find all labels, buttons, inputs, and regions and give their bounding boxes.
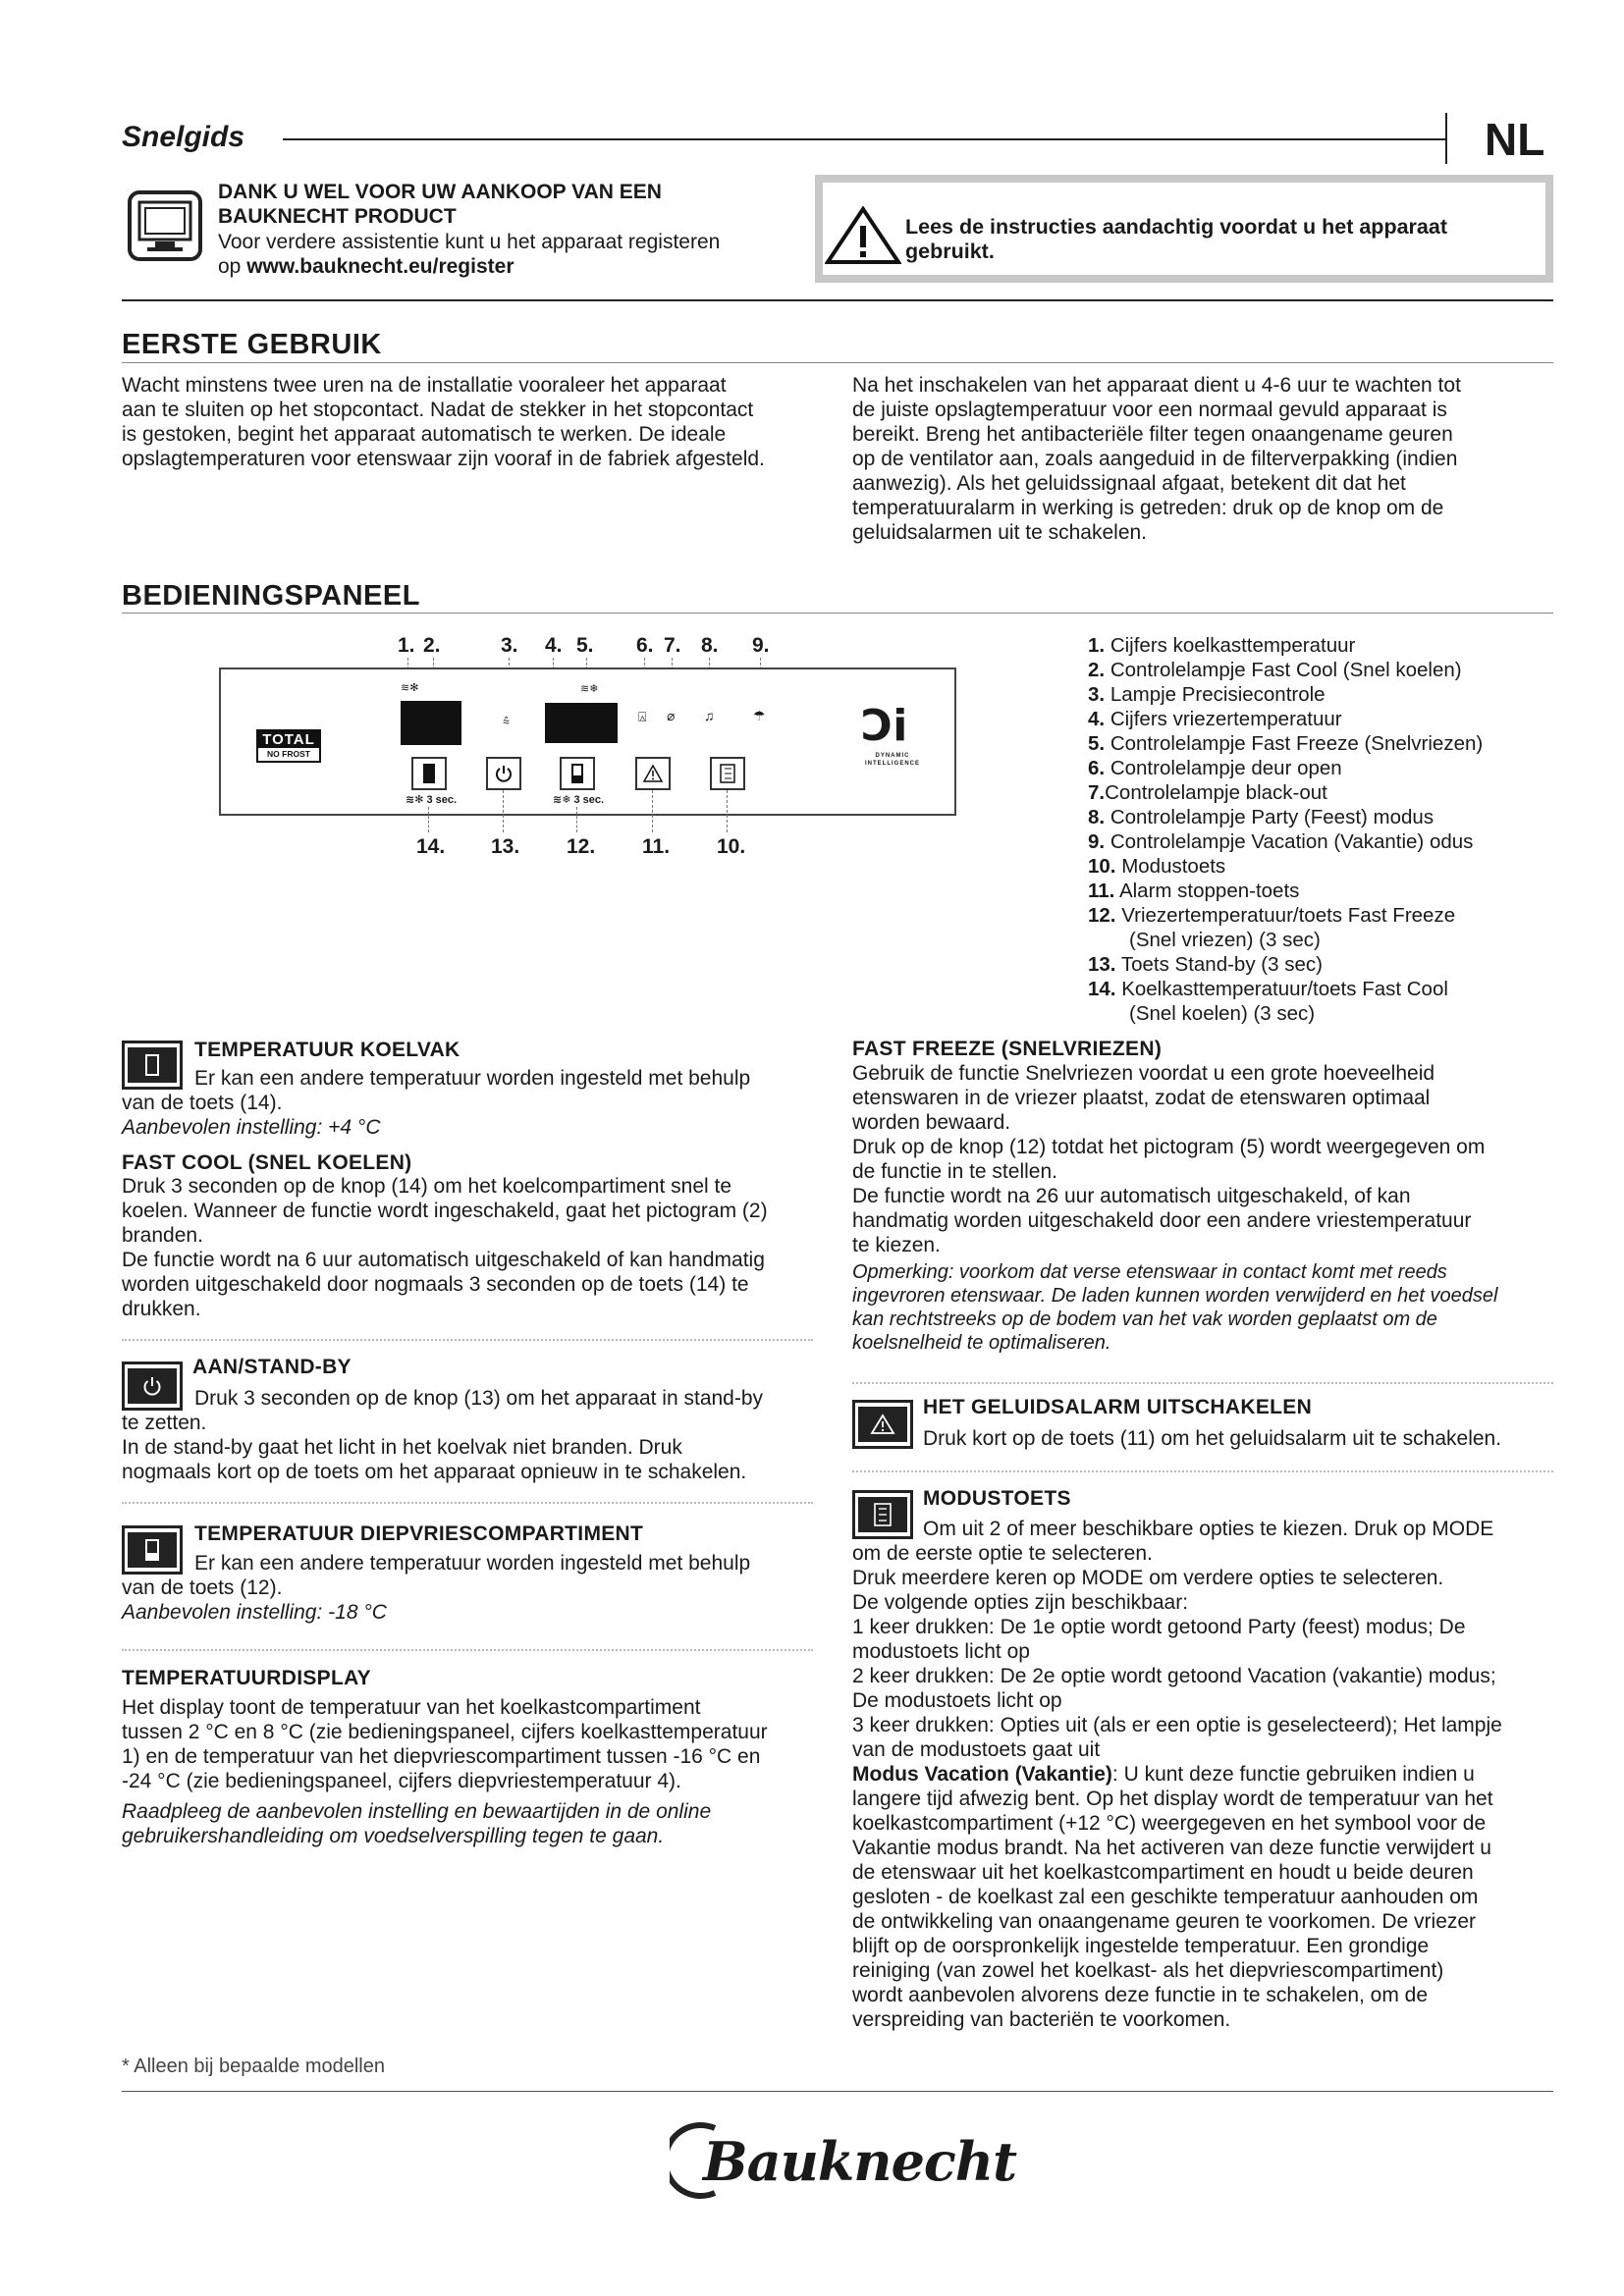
- fast-freeze-indicator-icon: ≋❄: [580, 683, 599, 695]
- legend-number: 13.: [1088, 953, 1116, 976]
- mode-title: MODUSTOETS: [923, 1487, 1071, 1510]
- legend-number: 11.: [1088, 880, 1115, 902]
- mode-line: modustoets licht op: [852, 1640, 1030, 1663]
- fast-cool-line: Druk 3 seconden op de knop (14) om het koelcompartiment snel te: [122, 1175, 732, 1198]
- fast-cool-line: branden.: [122, 1224, 203, 1247]
- leader-line: [503, 790, 504, 832]
- legend-text: Controlelampje Fast Freeze (Snelvriezen): [1110, 732, 1484, 755]
- first-use-right-line: aanwezig). Als het geluidssignaal afgaat, betekent dit dat het: [852, 472, 1406, 495]
- panel-number-5: 5.: [576, 634, 594, 657]
- mode-line: 1 keer drukken: De 1e optie wordt getoond Party (feest) modus; De: [852, 1616, 1466, 1638]
- legend-text: Alarm stoppen-toets: [1118, 880, 1300, 902]
- warning-line2: gebruikt.: [905, 240, 995, 263]
- first-use-right-line: de juiste opslagtemperatuur voor een normaal gevuld apparaat is: [852, 399, 1447, 421]
- legend-item: [1088, 903, 1483, 928]
- panel-number-12: 12.: [567, 835, 596, 858]
- vacation-line: verspreiding van bacteriën te voorkomen.: [852, 2008, 1231, 2031]
- panel-number-2: 2.: [423, 634, 441, 657]
- first-use-left-line: opslagtemperaturen voor etenswaar zijn vooraf in de fabriek afgesteld.: [122, 448, 765, 470]
- legend-number: 5.: [1088, 732, 1106, 755]
- leader-line: [652, 790, 653, 832]
- alarm-icon: [642, 764, 664, 783]
- register-link[interactable]: www.bauknecht.eu/register: [246, 255, 514, 278]
- temp-freezer-recommended: Aanbevolen instelling: -18 °C: [122, 1601, 387, 1624]
- legend-text: Lampje Precisiecontrole: [1110, 683, 1326, 706]
- fast-freeze-line: etenswaren in de vriezer plaatst, zodat de etenswaren optimaal: [852, 1087, 1431, 1109]
- leader-line: [727, 790, 728, 832]
- freezer-temp-button[interactable]: [560, 757, 595, 790]
- alarm-stop-button[interactable]: [635, 757, 671, 790]
- temp-freezer-line1: Er kan een andere temperatuur worden ingesteld met behulp: [194, 1552, 751, 1575]
- header-rule-tick: [1445, 113, 1447, 164]
- panel-number-4: 4.: [545, 634, 563, 657]
- legend-item: [1088, 658, 1483, 682]
- leader-line: [576, 807, 577, 832]
- panel-number-3: 3.: [501, 634, 518, 657]
- panel-number-10: 10.: [717, 835, 746, 858]
- mode-icon-box: [852, 1490, 913, 1539]
- legend-number: 6.: [1088, 757, 1106, 779]
- fast-cool-line: koelen. Wanneer de functie wordt ingeschakeld, gaat het pictogram (2): [122, 1200, 768, 1222]
- vacation-first-line: [852, 1762, 1553, 1787]
- temp-display-italic: Raadpleeg de aanbevolen instelling en bewaartijden in de online: [122, 1800, 712, 1823]
- first-use-left: [122, 373, 829, 471]
- legend-number: 14.: [1088, 978, 1116, 1000]
- footnote: * Alleen bij bepaalde modellen: [122, 2056, 385, 2077]
- temp-display-body: [122, 1695, 829, 1848]
- first-use-right: [852, 373, 1553, 545]
- header-title: Snelgids: [122, 121, 245, 153]
- separator: [122, 1502, 813, 1504]
- legend-number: 12.: [1088, 904, 1116, 927]
- temp-fridge-line2: van de toets (14).: [122, 1092, 283, 1114]
- legend-number: 2.: [1088, 659, 1106, 681]
- legend-item: [1088, 1001, 1483, 1026]
- legend-text: Controlelampje Party (Feest) modus: [1110, 806, 1435, 828]
- fast-cool-body: [122, 1174, 829, 1321]
- legend-text: Cijfers vriezertemperatuur: [1110, 708, 1342, 730]
- first-use-right-line: op de ventilator aan, zoals aangeduid in de filterverpakking (indien: [852, 448, 1458, 470]
- warning-triangle-icon: [825, 206, 901, 265]
- legend-text: Controlelampje Vacation (Vakantie) odus: [1110, 830, 1474, 853]
- legend-text: Controlelampje deur open: [1110, 757, 1342, 779]
- first-use-right-line: temperatuuralarm in werking is getreden: druk op de knop om de: [852, 497, 1444, 519]
- vacation-line: blijft op de oorspronkelijk ingestelde temperatuur. Een grondige: [852, 1935, 1430, 1957]
- vacation-first: : U kunt deze functie gebruiken indien u: [1111, 1763, 1475, 1786]
- fridge-icon: [423, 764, 435, 783]
- control-panel-title: BEDIENINGSPANEEL: [122, 580, 420, 612]
- legend-text: Vriezertemperatuur/toets Fast Freeze: [1121, 904, 1456, 927]
- legend-item: [1088, 682, 1483, 707]
- vacation-line: wordt aanbevolen alvorens deze functie in te schakelen, om de: [852, 1984, 1429, 2006]
- fast-cool-line: drukken.: [122, 1298, 201, 1320]
- first-use-left-line: Wacht minstens twee uren na de installatie vooraleer het apparaat: [122, 374, 727, 397]
- fast-freeze-line: worden bewaard.: [852, 1111, 1011, 1134]
- legend-text: (Snel koelen) (3 sec): [1129, 1002, 1316, 1025]
- mode-line: De volgende opties zijn beschikbaar:: [852, 1591, 1189, 1614]
- panel-number-8: 8.: [701, 634, 719, 657]
- legend-item: [1088, 952, 1483, 977]
- thanks-line4: [218, 254, 514, 279]
- fast-freeze-note: Opmerking: voorkom dat verse etenswaar in contact komt met reeds: [852, 1261, 1447, 1283]
- bauknecht-logo: [670, 2120, 1017, 2201]
- thanks-line1: DANK U WEL VOOR UW AANKOOP VAN EEN: [218, 181, 662, 203]
- panel-legend: [1088, 633, 1483, 1026]
- temp-display-italic: gebruikershandleiding om voedselverspilling tegen te gaan.: [122, 1825, 665, 1847]
- vacation-line: langere tijd afwezig bent. Op het display wordt de temperatuur van het: [852, 1788, 1493, 1810]
- party-mode-icon: ♫: [704, 708, 715, 723]
- freezer-temp-icon-box: [122, 1525, 183, 1575]
- mode-icon: [874, 1503, 892, 1526]
- freezer-icon: [571, 764, 583, 783]
- legend-item: [1088, 829, 1483, 854]
- legend-text: Koelkasttemperatuur/toets Fast Cool: [1121, 978, 1448, 1000]
- temp-fridge-line1: Er kan een andere temperatuur worden ingesteld met behulp: [194, 1067, 751, 1090]
- temp-freezer-title: TEMPERATUUR DIEPVRIESCOMPARTIMENT: [194, 1522, 644, 1545]
- footer-rule: [122, 2091, 1553, 2092]
- mode-line: om de eerste optie te selecteren.: [852, 1542, 1153, 1565]
- separator: [122, 1649, 813, 1651]
- fast-freeze-line: te kiezen.: [852, 1234, 941, 1256]
- leader-line: [428, 807, 429, 832]
- thanks-line3: Voor verdere assistentie kunt u het apparaat registeren: [218, 231, 721, 253]
- fast-freeze-hold-text: 3 sec.: [573, 794, 605, 806]
- vacation-line: Vakantie modus brandt. Na het activeren van deze functie verwijdert u: [852, 1837, 1491, 1859]
- legend-number: 9.: [1088, 830, 1106, 853]
- vacation-line: reiniging (van zowel het koelkast- als het diepvriescompartiment): [852, 1959, 1444, 1982]
- thanks-line2: BAUKNECHT PRODUCT: [218, 205, 457, 228]
- legend-number: 8.: [1088, 806, 1106, 828]
- vacation-line: de ontwikkeling van onaangename geuren te voorkomen. De vriezer: [852, 1910, 1477, 1933]
- legend-number: 4.: [1088, 708, 1106, 730]
- first-use-rule: [122, 362, 1553, 363]
- fast-freeze-line: handmatig worden uitgeschakeld door een andere vriestemperatuur: [852, 1209, 1472, 1232]
- precision-control-icon: ⩯: [503, 715, 511, 728]
- legend-item: [1088, 756, 1483, 780]
- temp-freezer-line2: van de toets (12).: [122, 1576, 283, 1599]
- standby-line: te zetten.: [122, 1412, 207, 1434]
- legend-text: Modustoets: [1121, 855, 1226, 878]
- first-use-left-line: is gestoken, begint het apparaat automatisch te werken. De ideale: [122, 423, 727, 446]
- black-out-icon: ⌀: [667, 708, 676, 723]
- legend-item: [1088, 731, 1483, 756]
- separator: [122, 1339, 813, 1341]
- mode-line: 2 keer drukken: De 2e optie wordt getoond Vacation (vakantie) modus;: [852, 1665, 1496, 1687]
- legend-number: 10.: [1088, 855, 1116, 878]
- legend-number: 7.: [1088, 781, 1106, 804]
- first-use-right-line: geluidsalarmen uit te schakelen.: [852, 521, 1148, 544]
- fast-freeze-line: De functie wordt na 26 uur automatisch uitgeschakeld, of kan: [852, 1185, 1411, 1207]
- temp-display-title: TEMPERATUURDISPLAY: [122, 1667, 371, 1689]
- standby-title: AAN/STAND-BY: [192, 1356, 352, 1378]
- temp-display-line: 1) en de temperatuur van het diepvriescompartiment tussen -16 °C en: [122, 1745, 761, 1768]
- first-use-right-line: Na het inschakelen van het apparaat dient u 4-6 uur te wachten tot: [852, 374, 1461, 397]
- standby-line1: Druk 3 seconden op de knop (13) om het apparaat in stand-by: [194, 1387, 764, 1410]
- fast-freeze-title: FAST FREEZE (SNELVRIEZEN): [852, 1038, 1163, 1060]
- mode-body: [852, 1541, 1553, 2032]
- panel-number-14: 14.: [416, 835, 446, 858]
- first-use-title: EERSTE GEBRUIK: [122, 329, 382, 360]
- freezer-temperature-display: [545, 703, 618, 743]
- vacation-line: de etenswaar uit het koelkastcompartiment en houdt u beide deuren: [852, 1861, 1474, 1884]
- separator: [852, 1470, 1553, 1472]
- mode-icon: [720, 764, 735, 783]
- fridge-icon: [145, 1054, 159, 1076]
- header-bottom-rule: [122, 299, 1553, 301]
- fast-freeze-line: de functie in te stellen.: [852, 1160, 1057, 1183]
- first-use-left-line: aan te sluiten op het stopcontact. Nadat de stekker in het stopcontact: [122, 399, 754, 421]
- legend-item: [1088, 928, 1483, 952]
- legend-number: 3.: [1088, 683, 1106, 706]
- panel-number-9: 9.: [752, 634, 770, 657]
- dynamic-intelligence-text: DYNAMIC INTELLIGENCE: [864, 753, 920, 767]
- power-icon: [494, 764, 514, 783]
- legend-text: (Snel vriezen) (3 sec): [1129, 929, 1321, 951]
- mode-line: 3 keer drukken: Opties uit (als er een optie is geselecteerd); Het lampje: [852, 1714, 1502, 1736]
- separator: [852, 1382, 1553, 1384]
- legend-text: Controlelampje black-out: [1105, 781, 1327, 804]
- fridge-temperature-display: [401, 701, 461, 745]
- panel-number-7: 7.: [664, 634, 681, 657]
- legend-item: [1088, 780, 1483, 805]
- warning-line1: Lees de instructies aandachtig voordat u het apparaat: [905, 215, 1447, 239]
- alarm-title: HET GELUIDSALARM UITSCHAKELEN: [923, 1396, 1313, 1418]
- door-open-icon: ⍓: [638, 709, 647, 724]
- alarm-icon-box: [852, 1400, 913, 1449]
- legend-item: [1088, 854, 1483, 879]
- fast-cool-line: worden uitgeschakeld door nogmaals 3 seconden op de toets (14) te: [122, 1273, 749, 1296]
- header-rule: [283, 138, 1446, 140]
- legend-item: [1088, 633, 1483, 658]
- total-label: TOTAL: [258, 731, 319, 748]
- fast-freeze-note: kan rechtstreeks op de bodem van het vak worden geplaatst om de: [852, 1308, 1437, 1330]
- fast-cool-hold-text: 3 sec.: [426, 794, 458, 806]
- fast-freeze-line: Gebruik de functie Snelvriezen voordat u een grote hoeveelheid: [852, 1062, 1435, 1085]
- legend-text: Controlelampje Fast Cool (Snel koelen): [1110, 659, 1462, 681]
- temp-fridge-title: TEMPERATUUR KOELVAK: [194, 1039, 460, 1061]
- brand-wordmark: Bauknecht: [703, 2130, 1017, 2193]
- legend-text: Toets Stand-by (3 sec): [1120, 953, 1323, 976]
- vacation-line: koelkastcompartiment (+12 °C) weergegeven en het symbool voor de: [852, 1812, 1487, 1835]
- standby-icon-box: [122, 1362, 183, 1411]
- vacation-line: gesloten - de koelkast zal een geschikte temperatuur aanhouden om: [852, 1886, 1479, 1908]
- temp-display-line: tussen 2 °C en 8 °C (zie bedieningspaneel, cijfers koelkasttemperatuur: [122, 1721, 768, 1743]
- first-use-right-line: bereikt. Breng het antibacteriële filter tegen onaangename geuren: [852, 423, 1453, 446]
- panel-number-1: 1.: [398, 634, 415, 657]
- fast-freeze-line: Druk op de knop (12) totdat het pictogram (5) wordt weergegeven om: [852, 1136, 1486, 1158]
- language-code: NL: [1485, 114, 1545, 165]
- control-panel-rule: [122, 613, 1553, 614]
- fridge-temp-button[interactable]: [411, 757, 447, 790]
- total-nofrost-badge: [256, 729, 321, 763]
- fast-freeze-note: ingevroren etenswaar. De laden kunnen worden verwijderd en het voedsel: [852, 1285, 1498, 1307]
- power-icon: [141, 1375, 163, 1397]
- standby-line: In de stand-by gaat het licht in het koelvak niet branden. Druk: [122, 1436, 682, 1459]
- legend-number: 1.: [1088, 634, 1106, 657]
- mode-line: Druk meerdere keren op MODE om verdere opties te selecteren.: [852, 1567, 1444, 1589]
- legend-text: Cijfers koelkasttemperatuur: [1110, 634, 1356, 657]
- panel-number-13: 13.: [491, 835, 520, 858]
- control-panel-diagram: [219, 667, 956, 816]
- legend-item: [1088, 805, 1483, 829]
- temp-display-line: Het display toont de temperatuur van het koelkastcompartiment: [122, 1696, 701, 1719]
- mode-line: van de modustoets gaat uit: [852, 1738, 1101, 1761]
- legend-item: [1088, 977, 1483, 1001]
- alarm-line1: Druk kort op de toets (11) om het geluidsalarm uit te schakelen.: [923, 1427, 1502, 1450]
- vacation-bold: Modus Vacation (Vakantie): [852, 1763, 1112, 1786]
- standby-button[interactable]: [486, 757, 521, 790]
- vacation-mode-icon: ☂: [753, 708, 766, 723]
- mode-line1: Om uit 2 of meer beschikbare opties te kiezen. Druk op MODE: [923, 1518, 1494, 1540]
- fast-cool-hold-label: ≋✻ 3 sec.: [406, 794, 458, 806]
- temp-fridge-recommended: Aanbevolen instelling: +4 °C: [122, 1116, 381, 1139]
- legend-item: [1088, 879, 1483, 903]
- dynamic-intelligence-logo: Ɔi: [861, 701, 908, 751]
- fast-freeze-body: [852, 1061, 1553, 1355]
- panel-number-6: 6.: [636, 634, 654, 657]
- fast-cool-indicator-icon: ≋✻: [401, 682, 419, 694]
- alarm-icon: [870, 1414, 895, 1435]
- standby-body: [122, 1411, 829, 1484]
- temp-display-line: -24 °C (zie bedieningspaneel, cijfers diepvriestemperatuur 4).: [122, 1770, 681, 1792]
- standby-line: nogmaals kort op de toets om het apparaat opnieuw in te schakelen.: [122, 1461, 747, 1483]
- nofrost-label: NO FROST: [267, 749, 310, 759]
- mode-line: De modustoets licht op: [852, 1689, 1062, 1712]
- fast-cool-line: De functie wordt na 6 uur automatisch uitgeschakeld of kan handmatig: [122, 1249, 765, 1271]
- fridge-temp-icon-box: [122, 1041, 183, 1090]
- fast-cool-title: FAST COOL (SNEL KOELEN): [122, 1151, 412, 1174]
- freezer-icon: [145, 1539, 159, 1561]
- thanks-line4-prefix: op: [218, 255, 247, 278]
- mode-button[interactable]: [710, 757, 745, 790]
- legend-item: [1088, 707, 1483, 731]
- panel-number-11: 11.: [642, 835, 671, 858]
- fast-freeze-note: koelsnelheid te optimaliseren.: [852, 1332, 1111, 1354]
- fast-freeze-hold-label: ≋❄ 3 sec.: [553, 794, 605, 806]
- monitor-icon: [128, 190, 202, 261]
